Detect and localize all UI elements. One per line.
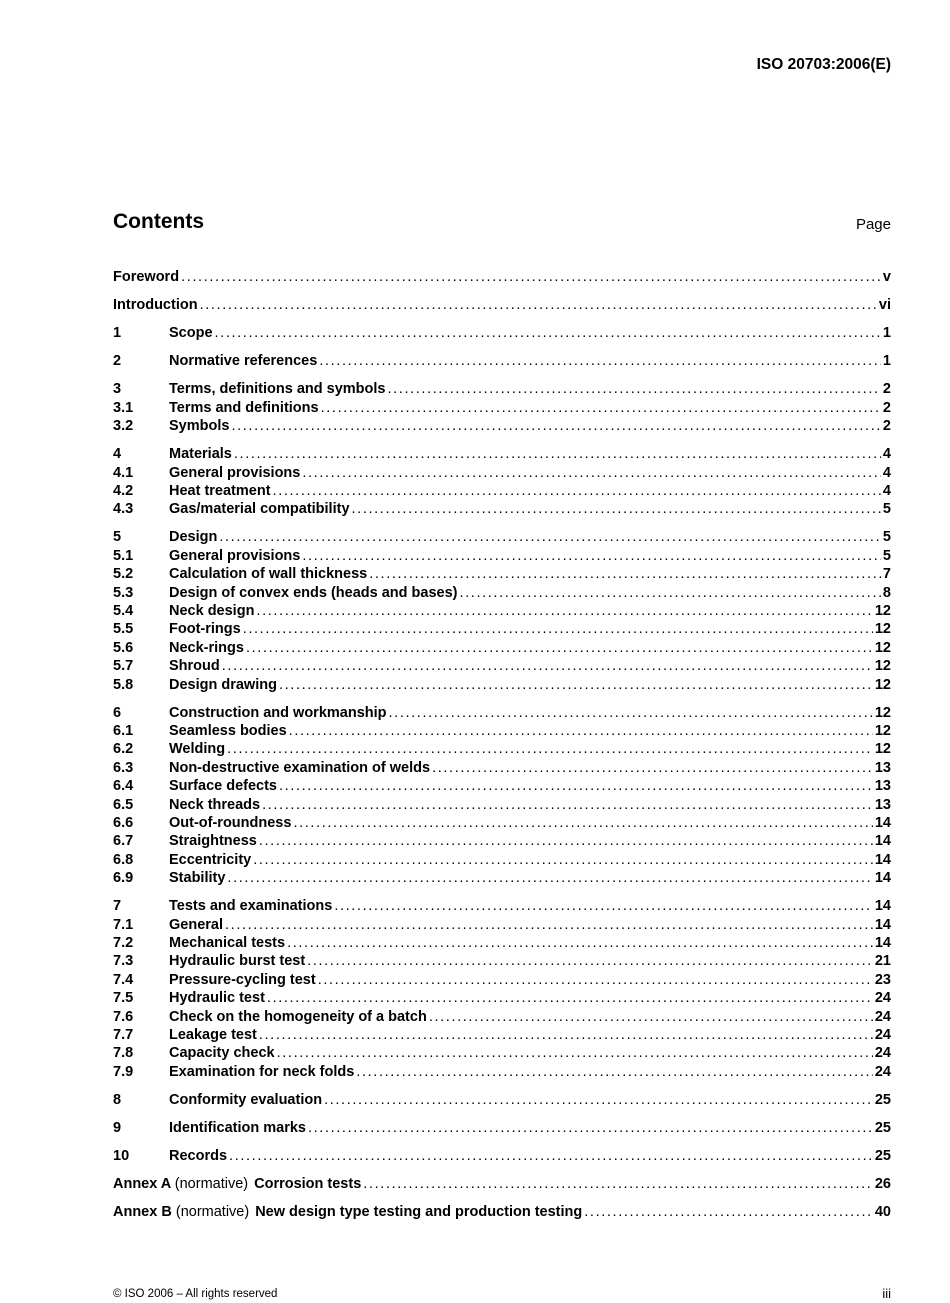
toc-entry-number: 6.1 bbox=[113, 723, 134, 740]
toc-entry-page: 12 bbox=[874, 704, 891, 721]
toc-entry-title: Leakage test bbox=[169, 1026, 257, 1043]
toc-annex-entry[interactable] bbox=[113, 1175, 891, 1193]
toc-group bbox=[113, 897, 891, 1081]
toc-entry-number: 5.3 bbox=[113, 584, 134, 601]
toc-entry-page: 5 bbox=[882, 529, 891, 546]
toc-entry[interactable] bbox=[113, 324, 891, 342]
toc-entry-number: 5.6 bbox=[113, 639, 134, 656]
toc-entry-number: 4.3 bbox=[113, 501, 134, 518]
toc-entry-title: Tests and examinations bbox=[169, 898, 333, 915]
toc-group bbox=[113, 528, 891, 694]
toc-dot-leader bbox=[387, 704, 873, 722]
toc-entry-title: Non-destructive examination of welds bbox=[169, 759, 431, 776]
toc-dot-leader bbox=[254, 602, 872, 620]
annex-title: New design type testing and production testing bbox=[255, 1204, 583, 1221]
toc-entry-number: 6.6 bbox=[113, 814, 134, 831]
toc-entry-page: 24 bbox=[874, 990, 891, 1007]
annex-label: Annex B bbox=[113, 1204, 172, 1221]
toc-entry-title: Neck threads bbox=[169, 796, 261, 813]
toc-dot-leader bbox=[305, 952, 873, 970]
toc-entry-title: Straightness bbox=[169, 833, 257, 850]
toc-entry-title: Heat treatment bbox=[169, 482, 271, 499]
toc-entry-page: 1 bbox=[882, 353, 891, 370]
toc-annex-title-group bbox=[113, 1175, 361, 1193]
toc-dot-leader bbox=[275, 1044, 873, 1062]
toc-entry[interactable] bbox=[113, 897, 891, 915]
toc-entry-page: v bbox=[882, 269, 891, 285]
toc-group bbox=[113, 1119, 891, 1137]
toc-entry[interactable] bbox=[113, 722, 891, 740]
toc-entry-page: 4 bbox=[882, 446, 891, 463]
toc-entry-number: 9 bbox=[113, 1119, 122, 1136]
toc-entry-title: Terms and definitions bbox=[169, 399, 319, 416]
toc-group bbox=[113, 268, 891, 286]
toc-entry-page: 25 bbox=[874, 1091, 891, 1108]
toc-group bbox=[113, 445, 891, 519]
toc-entry-page: 12 bbox=[874, 676, 891, 693]
toc-entry[interactable] bbox=[113, 1119, 891, 1137]
toc-entry[interactable] bbox=[113, 296, 891, 314]
toc-entry[interactable] bbox=[113, 796, 891, 814]
toc-dot-leader bbox=[232, 445, 881, 463]
toc-entry-number: 5.7 bbox=[113, 658, 134, 675]
toc-entry-title: Capacity check bbox=[169, 1045, 275, 1062]
toc-entry-number: 7.3 bbox=[113, 953, 134, 970]
document-id: ISO 20703:2006(E) bbox=[756, 56, 891, 73]
toc-entry-title: Foot-rings bbox=[169, 621, 241, 638]
toc-entry-number: 4 bbox=[113, 446, 122, 463]
toc-entry-number: 7 bbox=[113, 898, 122, 915]
toc-dot-leader bbox=[285, 934, 873, 952]
toc-group bbox=[113, 296, 891, 314]
toc-dot-leader bbox=[300, 547, 881, 565]
toc-entry-number: 1 bbox=[113, 325, 122, 342]
toc-entry[interactable] bbox=[113, 268, 891, 286]
toc-entry-title: Stability bbox=[169, 870, 226, 887]
toc-entry-page: 14 bbox=[874, 898, 891, 915]
toc-entry-page: 5 bbox=[882, 501, 891, 518]
toc-dot-leader bbox=[287, 722, 873, 740]
toc-entry-page: 24 bbox=[874, 1026, 891, 1043]
toc-dot-leader bbox=[241, 620, 873, 638]
toc-entry[interactable] bbox=[113, 916, 891, 934]
annex-type: (normative) bbox=[174, 1176, 249, 1193]
page-column-label: Page bbox=[855, 216, 891, 233]
toc-dot-leader bbox=[229, 417, 880, 435]
toc-entry-page: 21 bbox=[874, 953, 891, 970]
toc-entry[interactable] bbox=[113, 352, 891, 370]
toc-entry-title: Gas/material compatibility bbox=[169, 501, 350, 518]
toc-entry-number: 5.1 bbox=[113, 547, 134, 564]
toc-dot-leader bbox=[316, 971, 873, 989]
toc-entry[interactable] bbox=[113, 417, 891, 435]
toc-entry-number: 7.5 bbox=[113, 990, 134, 1007]
toc-entry-title: Design drawing bbox=[169, 676, 277, 693]
toc-annex-entry[interactable] bbox=[113, 1203, 891, 1221]
toc-entry-number: 4.1 bbox=[113, 464, 134, 481]
toc-entry-title: Mechanical tests bbox=[169, 935, 286, 951]
toc-entry-title: Examination for neck folds bbox=[169, 1063, 355, 1080]
toc-annex-group bbox=[113, 1175, 891, 1193]
toc-entry-page: 4 bbox=[882, 482, 891, 499]
toc-entry-page: vi bbox=[878, 297, 891, 314]
toc-entry-page: 13 bbox=[874, 778, 891, 795]
toc-dot-leader bbox=[257, 1026, 873, 1044]
toc-entry-number: 6.9 bbox=[113, 870, 134, 887]
toc-group bbox=[113, 352, 891, 370]
toc-dot-leader bbox=[244, 639, 873, 657]
toc-entry[interactable] bbox=[113, 565, 891, 583]
toc-annex-group bbox=[113, 1203, 891, 1221]
toc-entry-title: Design of convex ends (heads and bases) bbox=[169, 584, 458, 601]
toc-entry[interactable] bbox=[113, 1008, 891, 1026]
toc-entry[interactable] bbox=[113, 380, 891, 398]
toc-entry[interactable] bbox=[113, 399, 891, 417]
toc-entry-title: Seamless bodies bbox=[169, 723, 287, 740]
toc-entry-title: Out-of-roundness bbox=[169, 814, 292, 831]
toc-entry-title: Hydraulic test bbox=[169, 990, 265, 1007]
toc-entry-title: Surface defects bbox=[169, 778, 277, 795]
toc-entry-page: 26 bbox=[874, 1176, 891, 1193]
toc-entry[interactable] bbox=[113, 676, 891, 694]
toc-entry-number: 10 bbox=[113, 1147, 130, 1164]
toc-entry-page: 2 bbox=[882, 418, 891, 435]
toc-dot-leader bbox=[227, 1147, 873, 1165]
toc-entry-title: Calculation of wall thickness bbox=[169, 566, 368, 583]
toc-entry-page: 4 bbox=[882, 464, 891, 481]
toc-entry-number: 6.3 bbox=[113, 759, 134, 776]
toc-entry-page: 12 bbox=[874, 621, 891, 638]
toc-entry[interactable] bbox=[113, 814, 891, 832]
toc-entry-title: General provisions bbox=[169, 547, 301, 564]
toc-entry-number: 5.2 bbox=[113, 566, 134, 583]
toc-entry-page: 14 bbox=[874, 851, 891, 868]
toc-dot-leader bbox=[306, 1119, 873, 1137]
toc-annex-title-group bbox=[113, 1203, 582, 1221]
toc-entry-number: 7.7 bbox=[113, 1026, 134, 1043]
toc-dot-leader bbox=[265, 989, 873, 1007]
toc-entry-page: 25 bbox=[874, 1119, 891, 1136]
toc-entry-number: 5 bbox=[113, 529, 122, 546]
toc-entry-page: 14 bbox=[874, 833, 891, 850]
toc-entry-number: 2 bbox=[113, 353, 122, 370]
toc-entry-page: 12 bbox=[874, 658, 891, 675]
toc-entry-number: 7.9 bbox=[113, 1063, 134, 1080]
toc-entry-page: 23 bbox=[874, 971, 891, 988]
toc-entry-title: Records bbox=[169, 1147, 228, 1164]
toc-entry-page: 13 bbox=[874, 759, 891, 776]
toc-entry[interactable] bbox=[113, 528, 891, 546]
toc-entry[interactable] bbox=[113, 869, 891, 887]
toc-entry[interactable] bbox=[113, 445, 891, 463]
toc-entry-number: 7.2 bbox=[113, 935, 134, 951]
toc-dot-leader bbox=[457, 584, 880, 602]
toc-entry-title: Foreword bbox=[113, 269, 180, 285]
toc-entry-page: 8 bbox=[882, 584, 891, 601]
toc-entry-number: 7.1 bbox=[113, 916, 134, 933]
toc-entry[interactable] bbox=[113, 952, 891, 970]
toc-entry-page: 14 bbox=[874, 935, 891, 951]
toc-entry-number: 5.5 bbox=[113, 621, 134, 638]
toc-entry-number: 5.8 bbox=[113, 676, 134, 693]
toc-entry[interactable] bbox=[113, 500, 891, 518]
toc-entry-title: Terms, definitions and symbols bbox=[169, 381, 386, 398]
toc-entry-page: 2 bbox=[882, 381, 891, 398]
toc-entry-title: Materials bbox=[169, 446, 232, 463]
toc-entry-page: 5 bbox=[882, 547, 891, 564]
toc-dot-leader bbox=[277, 676, 873, 694]
toc-entry[interactable] bbox=[113, 759, 891, 777]
toc-dot-leader bbox=[317, 352, 881, 370]
table-of-contents bbox=[113, 268, 891, 1231]
toc-entry-number: 7.6 bbox=[113, 1008, 134, 1025]
toc-dot-leader bbox=[223, 916, 873, 934]
toc-entry[interactable] bbox=[113, 777, 891, 795]
toc-entry-page: 24 bbox=[874, 1045, 891, 1062]
toc-entry[interactable] bbox=[113, 639, 891, 657]
toc-entry-number: 6.5 bbox=[113, 796, 134, 813]
toc-dot-leader bbox=[251, 851, 873, 869]
toc-entry-number: 7.4 bbox=[113, 971, 134, 988]
toc-entry[interactable] bbox=[113, 1026, 891, 1044]
annex-label: Annex A bbox=[113, 1176, 171, 1193]
toc-entry-title: Shroud bbox=[169, 658, 220, 675]
toc-entry[interactable] bbox=[113, 851, 891, 869]
toc-dot-leader bbox=[361, 1175, 873, 1193]
toc-group bbox=[113, 1147, 891, 1165]
toc-entry[interactable] bbox=[113, 482, 891, 500]
toc-entry-title: Construction and workmanship bbox=[169, 704, 387, 721]
toc-entry-title: Conformity evaluation bbox=[169, 1091, 323, 1108]
toc-entry-title: Symbols bbox=[169, 418, 230, 435]
toc-entry-title: Eccentricity bbox=[169, 851, 252, 868]
toc-entry-page: 2 bbox=[882, 399, 891, 416]
toc-entry-page: 25 bbox=[874, 1147, 891, 1164]
toc-entry-page: 12 bbox=[874, 741, 891, 758]
toc-entry-page: 14 bbox=[874, 916, 891, 933]
copyright-notice: © ISO 2006 – All rights reserved bbox=[113, 1288, 278, 1300]
toc-entry-page: 40 bbox=[874, 1204, 891, 1221]
toc-dot-leader bbox=[430, 759, 873, 777]
toc-entry-title: Neck design bbox=[169, 602, 255, 619]
toc-dot-leader bbox=[319, 399, 881, 417]
toc-entry[interactable] bbox=[113, 832, 891, 850]
toc-dot-leader bbox=[260, 796, 873, 814]
annex-type: (normative) bbox=[175, 1204, 250, 1221]
toc-entry-number: 4.2 bbox=[113, 482, 134, 499]
toc-entry[interactable] bbox=[113, 1147, 891, 1165]
toc-entry-title: General provisions bbox=[169, 464, 301, 481]
toc-dot-leader bbox=[291, 814, 872, 832]
toc-entry[interactable] bbox=[113, 1044, 891, 1062]
toc-dot-leader bbox=[582, 1203, 873, 1221]
toc-entry-number: 6.4 bbox=[113, 778, 134, 795]
toc-entry-title: Neck-rings bbox=[169, 639, 244, 656]
page-title: Contents bbox=[113, 210, 204, 233]
toc-dot-leader bbox=[332, 897, 873, 915]
toc-entry[interactable] bbox=[113, 740, 891, 758]
toc-entry-number: 6.7 bbox=[113, 833, 134, 850]
toc-entry[interactable] bbox=[113, 584, 891, 602]
toc-entry-title: Check on the homogeneity of a batch bbox=[169, 1008, 427, 1025]
toc-entry[interactable] bbox=[113, 934, 891, 952]
toc-entry-page: 14 bbox=[874, 814, 891, 831]
toc-entry-number: 8 bbox=[113, 1091, 122, 1108]
toc-entry[interactable] bbox=[113, 602, 891, 620]
toc-group bbox=[113, 380, 891, 435]
toc-entry[interactable] bbox=[113, 547, 891, 565]
toc-dot-leader bbox=[220, 657, 873, 675]
toc-entry-page: 24 bbox=[874, 1008, 891, 1025]
toc-dot-leader bbox=[350, 500, 881, 518]
toc-dot-leader bbox=[179, 268, 881, 286]
toc-entry-number: 6.8 bbox=[113, 851, 134, 868]
toc-entry[interactable] bbox=[113, 657, 891, 675]
toc-dot-leader bbox=[300, 464, 881, 482]
toc-entry[interactable] bbox=[113, 464, 891, 482]
toc-entry-number: 5.4 bbox=[113, 602, 134, 619]
toc-entry-title: Hydraulic burst test bbox=[169, 953, 306, 970]
toc-group bbox=[113, 704, 891, 888]
toc-entry-number: 6 bbox=[113, 704, 122, 721]
toc-dot-leader bbox=[354, 1063, 873, 1081]
annex-title: Corrosion tests bbox=[254, 1176, 362, 1193]
toc-entry-page: 1 bbox=[882, 325, 891, 342]
toc-dot-leader bbox=[225, 869, 872, 887]
toc-entry-number: 3.1 bbox=[113, 399, 134, 416]
toc-entry-title: Normative references bbox=[169, 353, 318, 370]
toc-entry-title: Design bbox=[169, 529, 218, 546]
toc-entry-page: 13 bbox=[874, 796, 891, 813]
toc-entry-number: 3 bbox=[113, 381, 122, 398]
toc-entry[interactable] bbox=[113, 989, 891, 1007]
toc-entry-page: 12 bbox=[874, 723, 891, 740]
toc-entry-title: Identification marks bbox=[169, 1119, 306, 1136]
toc-entry-page: 12 bbox=[874, 602, 891, 619]
toc-dot-leader bbox=[271, 482, 881, 500]
toc-entry-number: 7.8 bbox=[113, 1045, 134, 1062]
toc-entry[interactable] bbox=[113, 971, 891, 989]
toc-dot-leader bbox=[385, 380, 880, 398]
toc-entry-page: 7 bbox=[882, 566, 891, 583]
page-number: iii bbox=[882, 1286, 891, 1301]
toc-dot-leader bbox=[322, 1091, 873, 1109]
toc-dot-leader bbox=[277, 777, 873, 795]
toc-entry-title: General bbox=[169, 916, 223, 933]
toc-entry[interactable] bbox=[113, 1063, 891, 1081]
toc-entry-page: 24 bbox=[874, 1063, 891, 1080]
toc-entry-title: Scope bbox=[169, 325, 213, 342]
toc-entry-number: 3.2 bbox=[113, 418, 134, 435]
toc-dot-leader bbox=[213, 324, 881, 342]
toc-group bbox=[113, 1091, 891, 1109]
toc-entry-title: Pressure-cycling test bbox=[169, 971, 316, 988]
toc-entry[interactable] bbox=[113, 620, 891, 638]
toc-dot-leader bbox=[367, 565, 881, 583]
toc-dot-leader bbox=[225, 740, 873, 758]
toc-entry-title: Introduction bbox=[113, 297, 198, 314]
toc-entry-title: Welding bbox=[169, 741, 226, 758]
toc-dot-leader bbox=[198, 296, 877, 314]
toc-entry-page: 12 bbox=[874, 639, 891, 656]
toc-entry[interactable] bbox=[113, 704, 891, 722]
toc-entry-number: 6.2 bbox=[113, 741, 134, 758]
toc-dot-leader bbox=[427, 1008, 873, 1026]
toc-dot-leader bbox=[217, 528, 881, 546]
toc-entry-page: 14 bbox=[874, 870, 891, 887]
toc-group bbox=[113, 324, 891, 342]
toc-entry[interactable] bbox=[113, 1091, 891, 1109]
toc-dot-leader bbox=[257, 832, 873, 850]
